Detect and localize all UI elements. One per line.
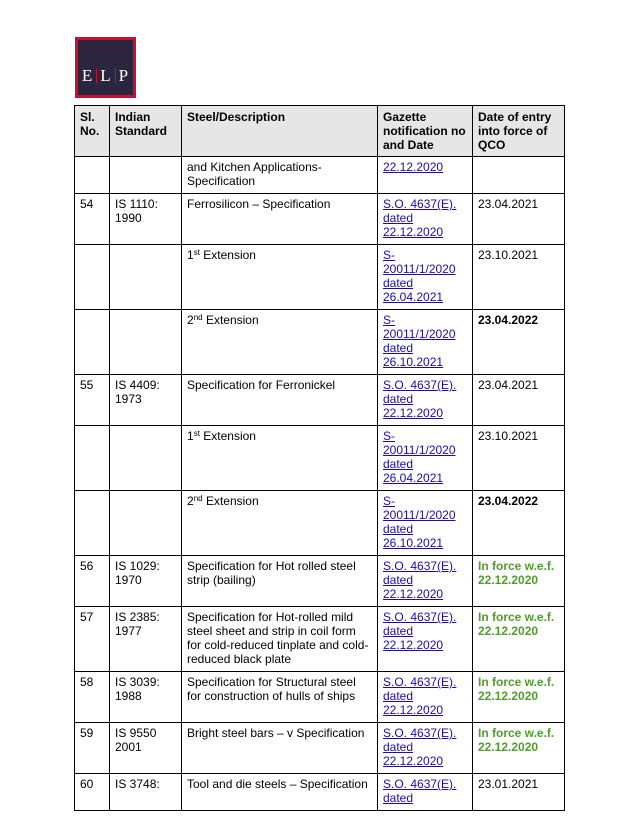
gazette-cell [378, 672, 473, 723]
sl-cell [75, 157, 110, 194]
standard-cell [110, 310, 182, 375]
standard-cell: IS 9550 2001 [110, 723, 182, 774]
gazette-cell [378, 774, 473, 811]
description-cell: 2nd Extension [182, 310, 378, 375]
header-indian-standard: Indian Standard [110, 106, 182, 157]
standard-cell: IS 1029: 1970 [110, 556, 182, 607]
standard-cell [110, 426, 182, 491]
gazette-link[interactable]: S-20011/1/2020 dated 26.04.2021 [383, 429, 456, 485]
sl-cell [75, 310, 110, 375]
header-date-of-entry: Date of entry into force of QCO [473, 106, 565, 157]
date-cell: 23.04.2021 [473, 375, 565, 426]
header-steel-description: Steel/Description [182, 106, 378, 157]
table-row [75, 375, 565, 426]
table-row [75, 774, 565, 811]
gazette-cell [378, 426, 473, 491]
table-row [75, 607, 565, 672]
gazette-link[interactable]: S-20011/1/2020 dated 26.04.2021 [383, 248, 456, 304]
table-row [75, 157, 565, 194]
date-cell: In force w.e.f. 22.12.2020 [473, 723, 565, 774]
gazette-cell [378, 310, 473, 375]
description-cell: Specification for Structural steel for construction of hulls of ships [182, 672, 378, 723]
sl-cell: 57 [75, 607, 110, 672]
header-gazette-notification: Gazette notification no and Date [378, 106, 473, 157]
description-cell: Specification for Hot-rolled mild steel sheet and strip in coil form for cold-reduced tinplate and cold-reduced black plate [182, 607, 378, 672]
standard-cell: IS 3039: 1988 [110, 672, 182, 723]
standard-cell: IS 4409: 1973 [110, 375, 182, 426]
gazette-cell [378, 194, 473, 245]
date-cell [473, 157, 565, 194]
sl-cell: 55 [75, 375, 110, 426]
sl-cell: 60 [75, 774, 110, 811]
description-cell: Ferrosilicon – Specification [182, 194, 378, 245]
table-header-row [75, 106, 565, 157]
gazette-link[interactable]: S-20011/1/2020 dated 26.10.2021 [383, 313, 456, 369]
date-cell: 23.04.2022 [473, 310, 565, 375]
description-cell: and Kitchen Applications-Specification [182, 157, 378, 194]
table-row [75, 723, 565, 774]
gazette-link[interactable]: S.O. 4637(E). dated 22.12.2020 [383, 197, 457, 239]
standard-cell [110, 157, 182, 194]
gazette-cell [378, 245, 473, 310]
gazette-link[interactable]: S.O. 4637(E). dated 22.12.2020 [383, 675, 457, 717]
date-cell: 23.10.2021 [473, 245, 565, 310]
description-cell: Bright steel bars – v Specification [182, 723, 378, 774]
gazette-link[interactable]: S.O. 4637(E). dated 22.12.2020 [383, 726, 457, 768]
gazette-cell [378, 607, 473, 672]
table-row [75, 310, 565, 375]
date-cell: 23.01.2021 [473, 774, 565, 811]
gazette-cell [378, 556, 473, 607]
description-cell: Specification for Hot rolled steel strip (bailing) [182, 556, 378, 607]
qco-table [74, 105, 565, 811]
sl-cell [75, 426, 110, 491]
header-sl-no: Sl. No. [75, 106, 110, 157]
date-cell: 23.10.2021 [473, 426, 565, 491]
description-cell: Specification for Ferronickel [182, 375, 378, 426]
gazette-link[interactable]: 22.12.2020 [383, 160, 444, 174]
gazette-cell [378, 375, 473, 426]
standard-cell [110, 245, 182, 310]
table-row [75, 672, 565, 723]
description-cell: 1st Extension [182, 426, 378, 491]
date-cell: 23.04.2022 [473, 491, 565, 556]
table-row [75, 194, 565, 245]
gazette-cell [378, 157, 473, 194]
standard-cell: IS 3748: [110, 774, 182, 811]
sl-cell: 59 [75, 723, 110, 774]
table-row [75, 556, 565, 607]
sl-cell [75, 491, 110, 556]
table-row [75, 426, 565, 491]
standard-cell: IS 2385: 1977 [110, 607, 182, 672]
gazette-link[interactable]: S.O. 4637(E). dated 22.12.2020 [383, 378, 457, 420]
standard-cell [110, 491, 182, 556]
gazette-link[interactable]: S.O. 4637(E). dated 22.12.2020 [383, 610, 457, 652]
sl-cell: 58 [75, 672, 110, 723]
gazette-link[interactable]: S.O. 4637(E). dated 22.12.2020 [383, 559, 457, 601]
gazette-cell [378, 491, 473, 556]
date-cell: In force w.e.f. 22.12.2020 [473, 556, 565, 607]
sl-cell: 54 [75, 194, 110, 245]
table-row [75, 491, 565, 556]
description-cell: 2nd Extension [182, 491, 378, 556]
description-cell: Tool and die steels – Specification [182, 774, 378, 811]
gazette-link[interactable]: S.O. 4637(E). dated [383, 777, 457, 805]
logo-text: E L P [81, 66, 130, 85]
gazette-link[interactable]: S-20011/1/2020 dated 26.10.2021 [383, 494, 456, 550]
standard-cell: IS 1110: 1990 [110, 194, 182, 245]
sl-cell [75, 245, 110, 310]
sl-cell: 56 [75, 556, 110, 607]
date-cell: In force w.e.f. 22.12.2020 [473, 672, 565, 723]
description-cell: 1st Extension [182, 245, 378, 310]
date-cell: In force w.e.f. 22.12.2020 [473, 607, 565, 672]
elp-logo [75, 37, 136, 98]
gazette-cell [378, 723, 473, 774]
table-row [75, 245, 565, 310]
date-cell: 23.04.2021 [473, 194, 565, 245]
